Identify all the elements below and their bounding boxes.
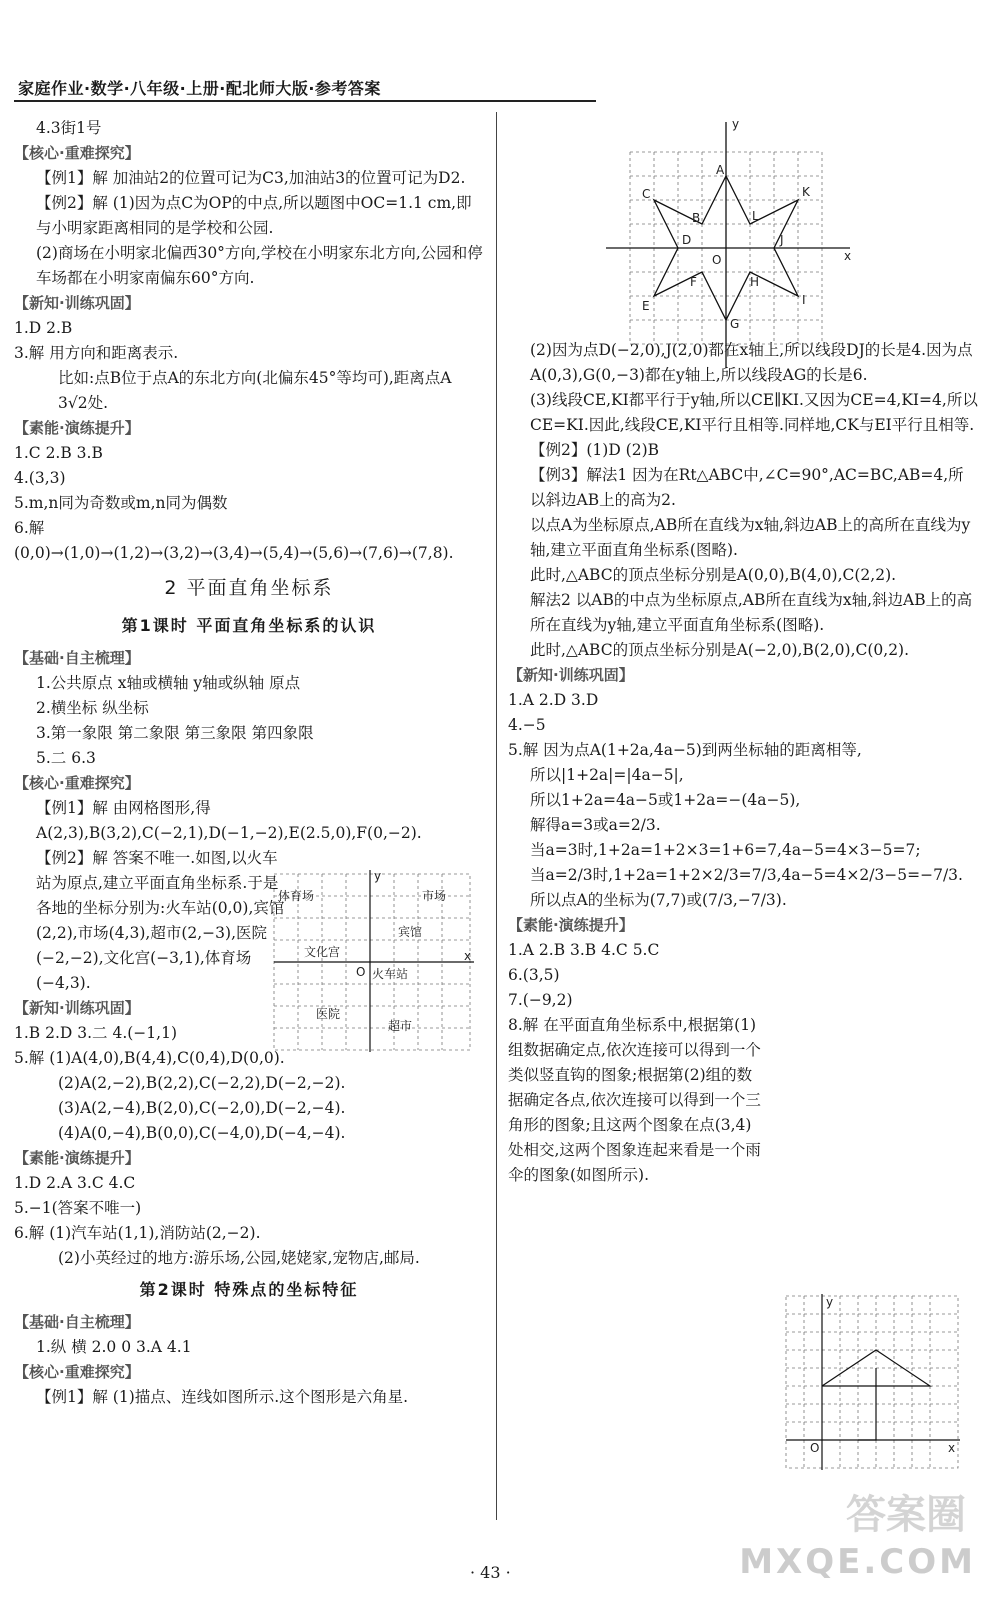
- answer-line: 1.D 2.B: [14, 319, 73, 337]
- x-axis-label: x: [844, 249, 852, 263]
- answer-line: 3.第一象限 第二象限 第三象限 第四象限: [36, 724, 314, 742]
- answer-line: 当a=2/3时,1+2a=1+2×2/3=7/3,4a−5=4×2/3−5=−7/3.: [530, 866, 963, 884]
- answer-line: 【例1】解 加油站2的位置可记为C3,加油站3的位置可记为D2.: [36, 169, 466, 187]
- answer-line: 4.3街1号: [36, 119, 102, 137]
- lesson-title: 第2课时 特殊点的坐标特征: [139, 1280, 359, 1299]
- map-y-label: y: [374, 869, 382, 883]
- city-map-figure: [268, 868, 478, 1056]
- answer-line: (3)A(2,−4),B(2,0),C(−2,0),D(−2,−4).: [58, 1099, 346, 1117]
- header-rule: [14, 100, 596, 102]
- answer-line: 【例2】解 (1)因为点C为OP的中点,所以题图中OC=1.1 cm,即与小明家距离相同的是学校和公园.: [36, 194, 472, 237]
- section-heading: 【新知·训练巩固】: [14, 999, 140, 1017]
- answer-line: (2)A(2,−2),B(2,2),C(−2,2),D(−2,−2).: [58, 1074, 346, 1092]
- umbrella-origin: O: [810, 1441, 820, 1455]
- watermark-url: MXQE.COM: [739, 1542, 976, 1582]
- answer-line: 当a=3时,1+2a=1+2×3=1+6=7,4a−5=4×3−5=7;: [530, 841, 921, 859]
- answer-line: 所以|1+2a|=|4a−5|,: [530, 766, 684, 784]
- answer-line: (3)线段CE,KI都平行于y轴,所以CE∥KI.又因为CE=4,KI=4,所以CE=KI.因此,线段CE,KI平行且相等.同样地,CK与EI平行且相等.: [530, 391, 978, 434]
- label-hospital: 医院: [316, 1007, 341, 1021]
- answer-line: 6.(3,5): [508, 966, 560, 984]
- answer-line: 5.解 因为点A(1+2a,4a−5)到两坐标轴的距离相等,: [508, 741, 862, 759]
- label-stadium: 体育场: [278, 889, 315, 903]
- point-g: G: [730, 317, 740, 331]
- answer-line: 5.−1(答案不唯一): [14, 1199, 142, 1217]
- answer-line: 以点A为坐标原点,AB所在直线为x轴,斜边AB上的高所在直线为y轴,建立平面直角坐标系(图略).: [530, 516, 971, 559]
- answer-line: (2)因为点D(−2,0),J(2,0)都在x轴上,所以线段DJ的长是4.因为点A(0,3),G(0,−3)都在y轴上,所以线段AG的长是6.: [530, 341, 973, 384]
- point-d: D: [682, 233, 692, 247]
- chapter-title: 2 平面直角坐标系: [164, 577, 334, 599]
- page-number: · 43 ·: [470, 1563, 511, 1582]
- section-heading: 【基础·自主梳理】: [14, 649, 140, 667]
- section-heading: 【新知·训练巩固】: [14, 294, 140, 312]
- point-f: F: [690, 275, 697, 289]
- answer-line: 6.解 (1)汽车站(1,1),消防站(2,−2).: [14, 1224, 261, 1242]
- watermark-logo: 答案圈: [846, 1492, 966, 1538]
- answer-line: 5.解 (1)A(4,0),B(4,4),C(0,4),D(0,0).: [14, 1049, 285, 1067]
- umbrella-y-label: y: [826, 1295, 834, 1309]
- answer-line: 4.(3,3): [14, 469, 66, 487]
- answer-line: 1.D 2.A 3.C 4.C: [14, 1174, 136, 1192]
- answer-line: 所以1+2a=4a−5或1+2a=−(4a−5),: [530, 791, 801, 809]
- answer-line: 1.C 2.B 3.B: [14, 444, 103, 462]
- answer-line: (2)小英经过的地方:游乐场,公园,姥姥家,宠物店,邮局.: [58, 1249, 420, 1267]
- answer-line: 5.m,n同为奇数或m,n同为偶数: [14, 494, 228, 512]
- y-axis-label: y: [732, 118, 740, 131]
- page-header: 家庭作业·数学·八年级·上册·配北师大版·参考答案: [18, 79, 381, 98]
- answer-line: 8.解 在平面直角坐标系中,根据第(1)组数据确定点,依次连接可以得到一个类似竖直钩的图象;根据第(2)组的数据确定各点,依次连接可以得到一个三角形的图象;且这两个图象在点(3,4)处相交,这两个图象连起来看是一个雨伞的图象(如图所示).: [508, 1016, 761, 1184]
- point-c: C: [642, 187, 651, 201]
- point-b: B: [692, 211, 701, 225]
- hexagram-figure: [600, 118, 860, 368]
- answer-line: 1.A 2.B 3.B 4.C 5.C: [508, 941, 660, 959]
- umbrella-figure: [782, 1292, 962, 1472]
- answer-line: 【例2】(1)D (2)B: [530, 441, 660, 459]
- answer-line: 【例2】解 答案不唯一.如图,以火车站为原点,建立平面直角坐标系.于是各地的坐标分别为:火车站(0,0),宾馆(2,2),市场(4,3),超市(2,−3),医院(−2,−2),文化宫(−3,1),体育场(−4,3).: [36, 849, 285, 992]
- umbrella-x-label: x: [948, 1441, 956, 1455]
- point-l: L: [752, 209, 759, 223]
- section-heading: 【核心·重难探究】: [14, 774, 140, 792]
- point-k: K: [802, 185, 810, 199]
- answer-line: 7.(−9,2): [508, 991, 573, 1009]
- label-culture-palace: 文化宫: [304, 945, 341, 959]
- label-hotel: 宾馆: [398, 925, 423, 939]
- point-h: H: [750, 275, 760, 289]
- map-origin: O: [356, 965, 366, 979]
- section-heading: 【核心·重难探究】: [14, 144, 140, 162]
- answer-line: (4)A(0,−4),B(0,0),C(−4,0),D(−4,−4).: [58, 1124, 346, 1142]
- answer-line: (2)商场在小明家北偏西30°方向,学校在小明家东北方向,公园和停车场都在小明家南偏东60°方向.: [36, 244, 483, 287]
- section-heading: 【素能·演练提升】: [508, 916, 634, 934]
- point-j: J: [780, 233, 784, 247]
- answer-line: 【例1】解 由网格图形,得A(2,3),B(3,2),C(−2,1),D(−1,−2),E(2.5,0),F(0,−2).: [36, 799, 422, 842]
- origin-label: O: [712, 253, 722, 267]
- answer-line: 所以点A的坐标为(7,7)或(7/3,−7/3).: [530, 891, 787, 909]
- label-train-station: 火车站: [372, 967, 409, 981]
- section-heading: 【素能·演练提升】: [14, 1149, 140, 1167]
- column-divider: [496, 112, 497, 1520]
- section-heading: 【素能·演练提升】: [14, 419, 140, 437]
- answer-line: 解得a=3或a=2/3.: [530, 816, 661, 834]
- section-heading: 【基础·自主梳理】: [14, 1313, 140, 1331]
- answer-line: 1.A 2.D 3.D: [508, 691, 599, 709]
- answer-line: 解法2 以AB的中点为坐标原点,AB所在直线为x轴,斜边AB上的高所在直线为y轴,建立平面直角坐标系(图略).: [530, 591, 973, 634]
- answer-line: 【例1】解 (1)描点、连线如图所示.这个图形是六角星.: [36, 1388, 409, 1406]
- section-heading: 【新知·训练巩固】: [508, 666, 634, 684]
- answer-line: 此时,△ABC的顶点坐标分别是A(0,0),B(4,0),C(2,2).: [530, 566, 897, 584]
- lesson-title: 第1课时 平面直角坐标系的认识: [121, 616, 377, 635]
- section-heading: 【核心·重难探究】: [14, 1363, 140, 1381]
- point-e: E: [642, 299, 650, 313]
- map-x-label: x: [464, 949, 472, 963]
- point-a: A: [716, 163, 725, 177]
- answer-line: 3.解 用方向和距离表示.: [14, 344, 179, 362]
- label-supermarket: 超市: [388, 1019, 413, 1033]
- answer-line: 【例3】解法1 因为在Rt△ABC中,∠C=90°,AC=BC,AB=4,所以斜边AB上的高为2.: [530, 466, 964, 509]
- point-i: I: [802, 293, 806, 307]
- answer-line: 1.公共原点 x轴或横轴 y轴或纵轴 原点: [36, 674, 301, 692]
- answer-line: 6.解 (0,0)→(1,0)→(1,2)→(3,2)→(3,4)→(5,4)→(5,6)→(7,6)→(7,8).: [14, 519, 454, 562]
- answer-line: 比如:点B位于点A的东北方向(北偏东45°等均可),距离点A 3√2处.: [58, 369, 452, 412]
- answer-line: 1.纵 横 2.0 0 3.A 4.1: [36, 1338, 192, 1356]
- left-column: [14, 116, 484, 1410]
- answer-line: 2.横坐标 纵坐标: [36, 699, 149, 717]
- answer-line: 1.B 2.D 3.二 4.(−1,1): [14, 1024, 177, 1042]
- answer-line: 此时,△ABC的顶点坐标分别是A(−2,0),B(2,0),C(0,2).: [530, 641, 910, 659]
- answer-line: 5.二 6.3: [36, 749, 96, 767]
- answer-line: 4.−5: [508, 716, 546, 734]
- label-market: 市场: [422, 889, 447, 903]
